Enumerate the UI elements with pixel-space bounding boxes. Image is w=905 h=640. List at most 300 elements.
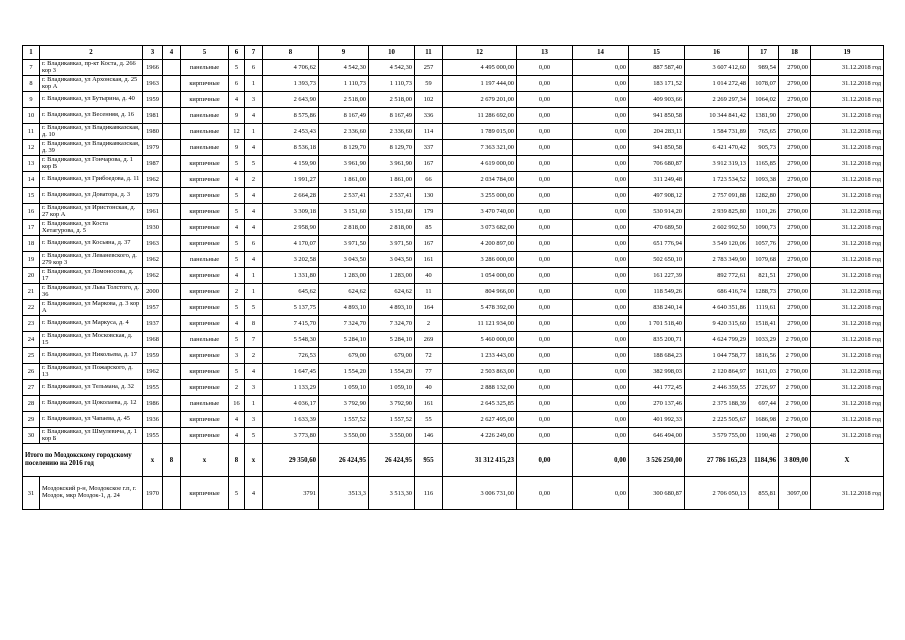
- total-cell: X: [811, 444, 884, 477]
- table-cell: 3 579 755,00: [685, 428, 749, 444]
- table-cell: 1955: [143, 380, 163, 396]
- table-cell: 116: [415, 477, 443, 510]
- table-cell: 1 557,52: [369, 412, 415, 428]
- table-cell: 5: [245, 428, 263, 444]
- table-cell: 31.12.2018 год: [811, 348, 884, 364]
- table-cell: 12: [23, 140, 40, 156]
- table-cell: 3: [229, 348, 245, 364]
- table-cell: 3 607 412,60: [685, 60, 749, 76]
- table-row: [23, 380, 884, 396]
- table-cell: 1 789 015,00: [443, 124, 517, 140]
- table-cell: 2 790,00: [779, 348, 811, 364]
- table-cell: 0,00: [573, 332, 629, 348]
- table-cell: 5: [229, 204, 245, 220]
- table-cell: 40: [415, 268, 443, 284]
- table-cell: 6: [229, 76, 245, 92]
- table-cell: 167: [415, 156, 443, 172]
- table-cell: 2790,00: [779, 108, 811, 124]
- table-cell: 31.12.2018 год: [811, 396, 884, 412]
- header-row: [23, 46, 884, 60]
- table-cell: г. Владикавказ, ул Весенняя, д. 16: [40, 108, 143, 124]
- table-cell: 2790,00: [779, 220, 811, 236]
- table-cell: 311 249,48: [629, 172, 685, 188]
- table-cell: 1955: [143, 428, 163, 444]
- table-cell: 8 575,86: [263, 108, 319, 124]
- table-cell: 3 971,50: [319, 236, 369, 252]
- table-cell: 0,00: [573, 268, 629, 284]
- table-cell: 1: [245, 268, 263, 284]
- table-cell: 0,00: [573, 76, 629, 92]
- table-cell: 4 226 249,00: [443, 428, 517, 444]
- table-cell: 0,00: [517, 156, 573, 172]
- table-cell: 5: [229, 156, 245, 172]
- table-cell: 8: [23, 76, 40, 92]
- table-cell: 4: [245, 477, 263, 510]
- table-cell: 1: [245, 124, 263, 140]
- table-cell: 2 958,90: [263, 220, 319, 236]
- table-cell: 31.12.2018 год: [811, 364, 884, 380]
- table-cell: 0,00: [573, 396, 629, 412]
- table-cell: 31.12.2018 год: [811, 252, 884, 268]
- table-cell: 3 151,60: [369, 204, 415, 220]
- table-cell: 3 792,90: [369, 396, 415, 412]
- table-cell: [163, 108, 181, 124]
- table-cell: 25: [23, 348, 40, 364]
- table-cell: кирпичные: [181, 188, 229, 204]
- table-cell: 2790,00: [779, 316, 811, 332]
- table-row: [23, 108, 884, 124]
- total-cell: 3 526 250,00: [629, 444, 685, 477]
- total-cell: x: [143, 444, 163, 477]
- table-cell: панельные: [181, 60, 229, 76]
- table-cell: 497 908,12: [629, 188, 685, 204]
- table-row: [23, 76, 884, 92]
- table-cell: 4: [245, 108, 263, 124]
- table-cell: 164: [415, 300, 443, 316]
- table-cell: 3: [245, 92, 263, 108]
- table-cell: [163, 172, 181, 188]
- table-cell: 161: [415, 252, 443, 268]
- table-row: [23, 252, 884, 268]
- table-cell: 29: [23, 412, 40, 428]
- table-cell: 941 850,58: [629, 108, 685, 124]
- table-cell: 102: [415, 92, 443, 108]
- table-cell: 3 073 682,00: [443, 220, 517, 236]
- table-cell: 3 961,90: [369, 156, 415, 172]
- table-cell: 0,00: [517, 316, 573, 332]
- table-cell: 821,51: [749, 268, 779, 284]
- table-cell: 31.12.2018 год: [811, 332, 884, 348]
- table-cell: кирпичные: [181, 428, 229, 444]
- table-cell: 3 792,90: [319, 396, 369, 412]
- table-cell: 3 773,80: [263, 428, 319, 444]
- table-cell: 2 790,00: [779, 412, 811, 428]
- table-cell: 18: [779, 46, 811, 60]
- table-cell: 941 850,58: [629, 140, 685, 156]
- table-cell: 19: [811, 46, 884, 60]
- table-cell: [163, 348, 181, 364]
- table-cell: 5: [229, 477, 245, 510]
- table-cell: 1981: [143, 108, 163, 124]
- table-cell: 2 034 784,00: [443, 172, 517, 188]
- total-cell: 26 424,95: [319, 444, 369, 477]
- total-cell: x: [181, 444, 229, 477]
- table-cell: 4: [229, 92, 245, 108]
- table-cell: 6: [229, 46, 245, 60]
- table-cell: 0,00: [573, 316, 629, 332]
- table-cell: 3 549 120,06: [685, 236, 749, 252]
- table-cell: 13: [517, 46, 573, 60]
- table-cell: 336: [415, 108, 443, 124]
- table-cell: 3 513,30: [369, 477, 415, 510]
- table-cell: 5 284,10: [319, 332, 369, 348]
- table-cell: кирпичные: [181, 364, 229, 380]
- total-row: [23, 444, 884, 477]
- table-cell: 0,00: [517, 60, 573, 76]
- table-cell: 726,53: [263, 348, 319, 364]
- table-cell: 2 706 050,13: [685, 477, 749, 510]
- table-cell: 1 054 000,00: [443, 268, 517, 284]
- table-cell: 0,00: [573, 140, 629, 156]
- table-cell: 1936: [143, 412, 163, 428]
- table-cell: 1963: [143, 76, 163, 92]
- table-cell: 1963: [143, 236, 163, 252]
- table-cell: г. Владикавказ, ул Архонская, д. 25 кор А: [40, 76, 143, 92]
- table-cell: кирпичные: [181, 412, 229, 428]
- table-cell: 114: [415, 124, 443, 140]
- table-cell: г. Владикавказ, ул Никольева, д. 17: [40, 348, 143, 364]
- table-cell: 1 554,20: [369, 364, 415, 380]
- table-cell: 8 536,18: [263, 140, 319, 156]
- table-cell: 651 776,94: [629, 236, 685, 252]
- table-cell: 2790,00: [779, 76, 811, 92]
- table-cell: 1 197 444,00: [443, 76, 517, 92]
- table-cell: 697,44: [749, 396, 779, 412]
- table-cell: 0,00: [517, 332, 573, 348]
- table-cell: 31.12.2018 год: [811, 124, 884, 140]
- table-cell: 2 446 359,55: [685, 380, 749, 396]
- table-cell: 1078,07: [749, 76, 779, 92]
- table-cell: 130: [415, 188, 443, 204]
- table-cell: 441 772,45: [629, 380, 685, 396]
- table-cell: 6: [245, 60, 263, 76]
- table-cell: 2790,00: [779, 60, 811, 76]
- table-cell: 7 324,70: [319, 316, 369, 332]
- table-cell: 2 627 495,00: [443, 412, 517, 428]
- table-cell: 2 336,60: [319, 124, 369, 140]
- table-cell: 5: [181, 46, 229, 60]
- table-cell: 1980: [143, 124, 163, 140]
- table-cell: 8: [263, 46, 319, 60]
- table-cell: 4: [245, 204, 263, 220]
- table-cell: 0,00: [517, 172, 573, 188]
- table-cell: 2 790,00: [779, 332, 811, 348]
- table-cell: [163, 188, 181, 204]
- table-cell: 31.12.2018 год: [811, 92, 884, 108]
- table-cell: 0,00: [517, 204, 573, 220]
- table-cell: 7: [245, 332, 263, 348]
- table-row: [23, 332, 884, 348]
- table-cell: 0,00: [573, 220, 629, 236]
- table-cell: кирпичные: [181, 156, 229, 172]
- table-cell: 4: [229, 172, 245, 188]
- table-cell: 31.12.2018 год: [811, 316, 884, 332]
- table-cell: 1979: [143, 188, 163, 204]
- table-cell: 0,00: [517, 108, 573, 124]
- table-cell: [163, 76, 181, 92]
- table-cell: кирпичные: [181, 236, 229, 252]
- table-cell: 409 903,66: [629, 92, 685, 108]
- table-cell: 3 006 731,00: [443, 477, 517, 510]
- table-cell: 19: [23, 252, 40, 268]
- table-cell: 4: [245, 188, 263, 204]
- table-cell: 7: [245, 46, 263, 60]
- table-cell: 20: [23, 268, 40, 284]
- table-cell: 3 550,00: [319, 428, 369, 444]
- table-cell: 23: [23, 316, 40, 332]
- table-cell: кирпичные: [181, 76, 229, 92]
- table-cell: 3 202,58: [263, 252, 319, 268]
- table-cell: 4 200 897,00: [443, 236, 517, 252]
- table-cell: 3 309,18: [263, 204, 319, 220]
- table-cell: 10 344 841,42: [685, 108, 749, 124]
- table-cell: 2 818,00: [319, 220, 369, 236]
- table-cell: 18: [23, 236, 40, 252]
- table-cell: 2 790,00: [779, 364, 811, 380]
- table-cell: 1 283,00: [369, 268, 415, 284]
- table-cell: 31.12.2018 год: [811, 284, 884, 300]
- table-cell: 0,00: [573, 477, 629, 510]
- table-cell: 5 548,30: [263, 332, 319, 348]
- table-cell: 31.12.2018 год: [811, 236, 884, 252]
- table-cell: 5: [229, 300, 245, 316]
- total-cell: 8: [229, 444, 245, 477]
- table-cell: 12: [229, 124, 245, 140]
- table-cell: 13: [23, 156, 40, 172]
- table-cell: кирпичные: [181, 316, 229, 332]
- table-cell: 4 624 799,29: [685, 332, 749, 348]
- table-cell: 3 470 740,00: [443, 204, 517, 220]
- table-cell: 4 893,10: [369, 300, 415, 316]
- table-cell: 59: [415, 76, 443, 92]
- table-cell: 1986: [143, 396, 163, 412]
- table-cell: 989,54: [749, 60, 779, 76]
- table-cell: 1 233 443,00: [443, 348, 517, 364]
- table-cell: панельные: [181, 140, 229, 156]
- table-cell: 1 557,52: [319, 412, 369, 428]
- table-cell: 1962: [143, 364, 163, 380]
- table-cell: 0,00: [573, 412, 629, 428]
- table-cell: 8 129,70: [319, 140, 369, 156]
- table-cell: 401 992,33: [629, 412, 685, 428]
- table-row: [23, 236, 884, 252]
- table-cell: 167: [415, 236, 443, 252]
- table-cell: 1 283,00: [319, 268, 369, 284]
- table-cell: кирпичные: [181, 268, 229, 284]
- table-cell: 3 971,50: [369, 236, 415, 252]
- table-cell: 470 689,50: [629, 220, 685, 236]
- table-cell: 3: [245, 380, 263, 396]
- table-cell: 2 790,00: [779, 380, 811, 396]
- table-cell: 31.12.2018 год: [811, 412, 884, 428]
- table-cell: г. Владикавказ, ул Иристонская, д. 27 кор А: [40, 204, 143, 220]
- table-cell: 257: [415, 60, 443, 76]
- table-cell: 1 701 518,40: [629, 316, 685, 332]
- table-cell: 14: [23, 172, 40, 188]
- table-cell: 2 602 992,50: [685, 220, 749, 236]
- table-cell: 382 998,03: [629, 364, 685, 380]
- table-cell: 1090,73: [749, 220, 779, 236]
- table-cell: 2 790,00: [779, 396, 811, 412]
- table-cell: 0,00: [517, 92, 573, 108]
- table-row: [23, 428, 884, 444]
- table-cell: 2726,97: [749, 380, 779, 396]
- table-cell: 1686,98: [749, 412, 779, 428]
- table-cell: 0,00: [517, 396, 573, 412]
- table-cell: 2790,00: [779, 140, 811, 156]
- table-cell: 1282,80: [749, 188, 779, 204]
- table-cell: 1190,48: [749, 428, 779, 444]
- table-cell: 2790,00: [779, 188, 811, 204]
- table-cell: 5 460 000,00: [443, 332, 517, 348]
- table-cell: 2 679 201,00: [443, 92, 517, 108]
- table-cell: [163, 477, 181, 510]
- table-cell: 679,00: [319, 348, 369, 364]
- table-cell: 5 137,75: [263, 300, 319, 316]
- table-cell: 1970: [143, 477, 163, 510]
- table-cell: 31.12.2018 год: [811, 140, 884, 156]
- table-row: [23, 316, 884, 332]
- table-cell: г. Владикавказ, ул Леваневского, д. 279 кор 3: [40, 252, 143, 268]
- table-cell: 4 170,07: [263, 236, 319, 252]
- table-cell: 3 151,60: [319, 204, 369, 220]
- table-cell: 5 284,10: [369, 332, 415, 348]
- table-cell: г. Владикавказ, ул Московская, д. 15: [40, 332, 143, 348]
- table-row: [23, 364, 884, 380]
- table-cell: 31.12.2018 год: [811, 477, 884, 510]
- table-cell: 1987: [143, 156, 163, 172]
- table-cell: 1 331,80: [263, 268, 319, 284]
- table-cell: 0,00: [573, 188, 629, 204]
- table-cell: 31.12.2018 год: [811, 428, 884, 444]
- table-cell: 1 647,45: [263, 364, 319, 380]
- table-cell: 11 286 692,00: [443, 108, 517, 124]
- table-cell: 0,00: [573, 252, 629, 268]
- table-cell: 0,00: [517, 268, 573, 284]
- table-cell: 2790,00: [779, 252, 811, 268]
- table-cell: 0,00: [573, 284, 629, 300]
- table-cell: 2 375 188,39: [685, 396, 749, 412]
- table-cell: г. Владикавказ, ул Цоколаева, д. 12: [40, 396, 143, 412]
- table-cell: 1: [245, 396, 263, 412]
- table-cell: 5: [229, 188, 245, 204]
- table-cell: 1962: [143, 172, 163, 188]
- table-cell: 16: [23, 204, 40, 220]
- table-cell: 85: [415, 220, 443, 236]
- table-cell: 270 137,46: [629, 396, 685, 412]
- table-cell: 17: [23, 220, 40, 236]
- table-cell: 0,00: [517, 76, 573, 92]
- table-cell: [163, 92, 181, 108]
- table-cell: 1 723 534,52: [685, 172, 749, 188]
- table-cell: 1101,26: [749, 204, 779, 220]
- table-row: [23, 140, 884, 156]
- table-row: [23, 477, 884, 510]
- table-cell: 2790,00: [779, 300, 811, 316]
- total-label: Итого по Моздокскому городскому поселению на 2016 год: [23, 444, 143, 477]
- total-cell: 1184,96: [749, 444, 779, 477]
- table-cell: 146: [415, 428, 443, 444]
- table-cell: 6: [245, 236, 263, 252]
- total-cell: 8: [163, 444, 181, 477]
- table-cell: 3 912 319,13: [685, 156, 749, 172]
- table-cell: 1165,85: [749, 156, 779, 172]
- table-cell: 2 453,43: [263, 124, 319, 140]
- table-cell: 679,00: [369, 348, 415, 364]
- table-cell: 11 121 934,00: [443, 316, 517, 332]
- table-cell: 530 914,20: [629, 204, 685, 220]
- table-cell: 502 650,10: [629, 252, 685, 268]
- table-cell: 2 888 132,00: [443, 380, 517, 396]
- total-cell: 0,00: [517, 444, 573, 477]
- table-cell: 31: [23, 477, 40, 510]
- table-cell: кирпичные: [181, 220, 229, 236]
- table-cell: 2 537,41: [319, 188, 369, 204]
- table-cell: [163, 156, 181, 172]
- table-cell: 31.12.2018 год: [811, 300, 884, 316]
- table-cell: 72: [415, 348, 443, 364]
- table-cell: г. Владикавказ, ул Владикавказская, д. 10: [40, 124, 143, 140]
- total-cell: 26 424,95: [369, 444, 415, 477]
- table-cell: 887 587,40: [629, 60, 685, 76]
- table-cell: 2 120 864,97: [685, 364, 749, 380]
- table-cell: г. Владикавказ, ул Бутырина, д. 40: [40, 92, 143, 108]
- table-cell: [163, 316, 181, 332]
- table-cell: 9: [229, 140, 245, 156]
- table-cell: [163, 140, 181, 156]
- table-cell: 1 393,73: [263, 76, 319, 92]
- table-cell: г. Владикавказ, ул Тельмана, д. 32: [40, 380, 143, 396]
- table-cell: Моздокский р-н, Моздокское г.п, г. Моздок, мкр Моздок-1, д. 24: [40, 477, 143, 510]
- table-cell: панельные: [181, 124, 229, 140]
- table-cell: 9: [319, 46, 369, 60]
- table-cell: 0,00: [573, 348, 629, 364]
- table-cell: 24: [23, 332, 40, 348]
- table-cell: г. Владикавказ, ул Доватора, д. 3: [40, 188, 143, 204]
- table-cell: 5: [245, 156, 263, 172]
- table-cell: 31.12.2018 год: [811, 204, 884, 220]
- table-cell: 1962: [143, 252, 163, 268]
- table-cell: 183 171,52: [629, 76, 685, 92]
- table-cell: 0,00: [517, 124, 573, 140]
- table-cell: г. Владикавказ, ул Грибоедова, д. 11: [40, 172, 143, 188]
- table-cell: 1064,02: [749, 92, 779, 108]
- table-cell: 300 680,87: [629, 477, 685, 510]
- total-cell: 955: [415, 444, 443, 477]
- table-cell: 0,00: [573, 428, 629, 444]
- table-cell: 14: [573, 46, 629, 60]
- table-cell: 1957: [143, 300, 163, 316]
- table-cell: 2790,00: [779, 236, 811, 252]
- table-cell: 7 363 321,00: [443, 140, 517, 156]
- table-cell: 4: [245, 140, 263, 156]
- table-cell: панельные: [181, 332, 229, 348]
- table-cell: 0,00: [517, 188, 573, 204]
- table-cell: панельные: [181, 396, 229, 412]
- table-cell: 0,00: [517, 477, 573, 510]
- table-cell: 1979: [143, 140, 163, 156]
- table-cell: [163, 220, 181, 236]
